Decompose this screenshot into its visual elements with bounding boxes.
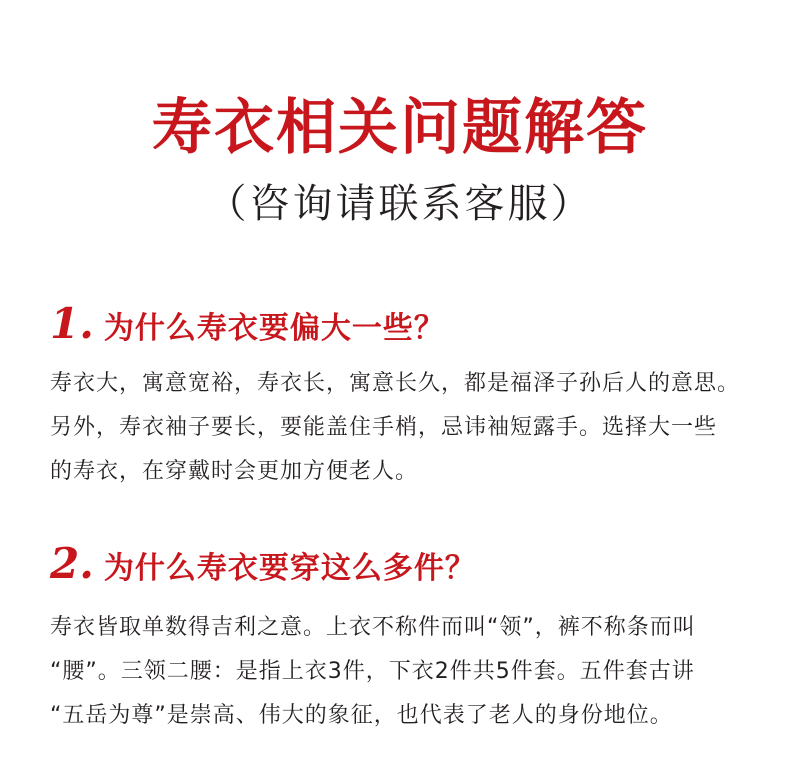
answer-line: 寿衣皆取单数得吉利之意。上衣不称件而叫“领”，裤不称条而叫 bbox=[50, 615, 696, 640]
question-number: 1. bbox=[50, 299, 94, 348]
question-heading-1 bbox=[50, 300, 445, 353]
question-number: 2. bbox=[50, 539, 94, 588]
answer-paragraph-2 bbox=[50, 606, 770, 738]
question-text: 为什么寿衣要穿这么多件？ bbox=[103, 551, 476, 586]
answer-line: “腰”。三领二腰：是指上衣3件，下衣2件共5件套。五件套古讲 bbox=[50, 659, 695, 684]
page-title: 寿衣相关问题解答 bbox=[152, 93, 648, 163]
answer-paragraph-1 bbox=[50, 362, 770, 494]
question-text: 为什么寿衣要偏大一些？ bbox=[103, 311, 445, 346]
answer-line: “五岳为尊”是崇高、伟大的象征，也代表了老人的身份地位。 bbox=[50, 703, 673, 728]
page-subtitle: （咨询请联系客服） bbox=[206, 181, 594, 227]
question-heading-2 bbox=[50, 540, 476, 593]
answer-line: 寿衣大，寓意宽裕，寿衣长，寓意长久，都是福泽子孙后人的意思。 bbox=[50, 371, 741, 396]
answer-line: 的寿衣，在穿戴时会更加方便老人。 bbox=[50, 459, 419, 484]
answer-line: 另外，寿衣袖子要长，要能盖住手梢，忌讳袖短露手。选择大一些 bbox=[50, 415, 718, 440]
